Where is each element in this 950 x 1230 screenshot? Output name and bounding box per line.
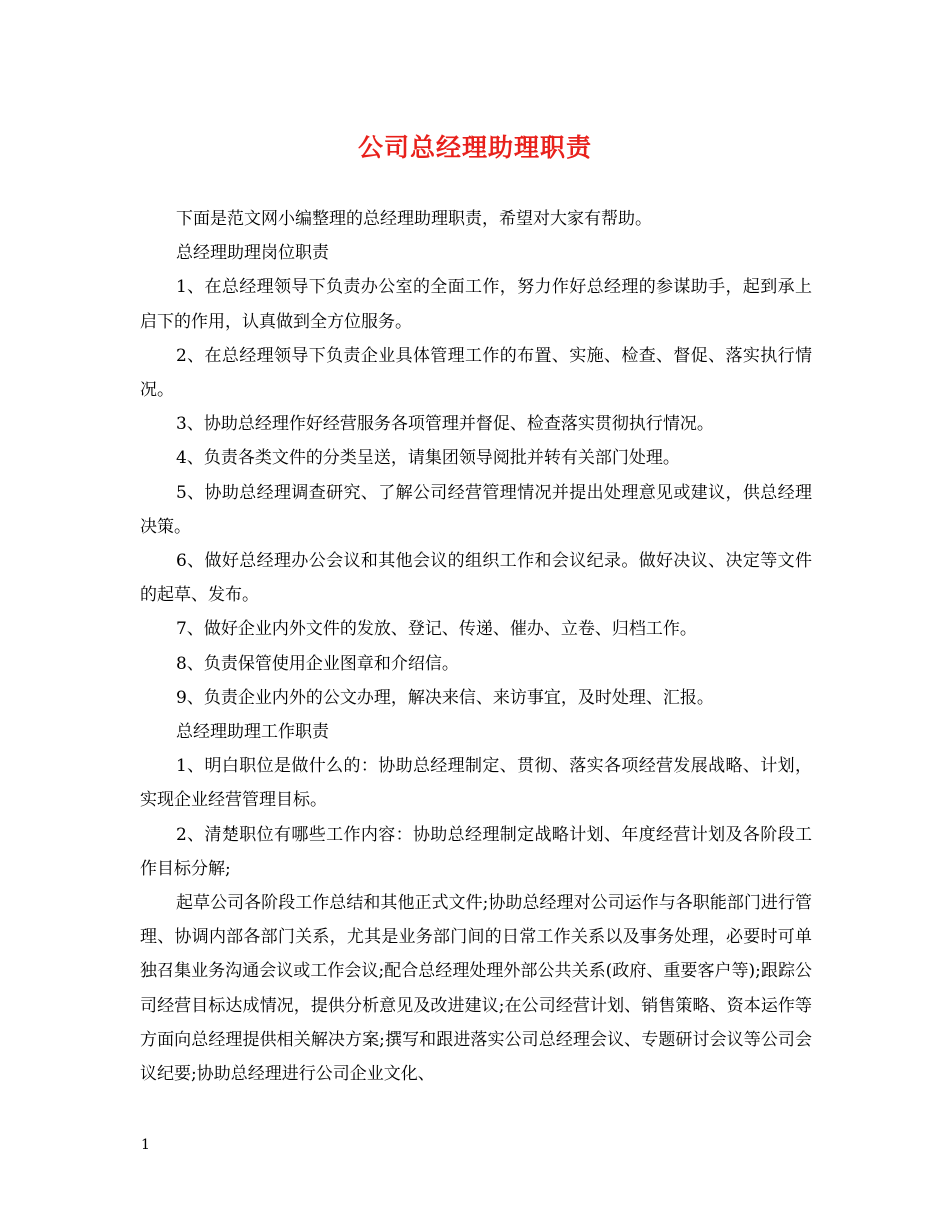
paragraph-item-5: 5、协助总经理调查研究、了解公司经营管理情况并提出处理意见或建议，供总经理决策。	[140, 482, 812, 537]
document-body	[140, 202, 812, 1091]
page-number: 1	[141, 1137, 150, 1153]
paragraph-work-details: 起草公司各阶段工作总结和其他正式文件;协助总经理对公司运作与各职能部门进行管理、协调内部各部门关系，尤其是业务部门间的日常工作关系以及事务处理，必要时可单独召集业务沟通会议或工作会议;配合总经理处理外部公共关系(政府、重要客户等);跟踪公司经营目标达成情况，提供分析意见及改进建议;在公司经营计划、销售策略、资本运作等方面向总经理提供相关解决方案;撰写和跟进落实公司总经理会议、专题研讨会议等公司会议纪要;协助总经理进行公司企业文化、	[140, 893, 812, 1085]
paragraph-item-8: 8、负责保管使用企业图章和介绍信。	[176, 653, 459, 674]
paragraph-item-4: 4、负责各类文件的分类呈送，请集团领导阅批并转有关部门处理。	[176, 448, 680, 469]
paragraph-intro: 下面是范文网小编整理的总经理助理职责，希望对大家有帮助。	[176, 209, 652, 229]
paragraph-item-7: 7、做好企业内外文件的发放、登记、传递、催办、立卷、归档工作。	[176, 619, 697, 640]
paragraph-item-3: 3、协助总经理作好经营服务各项管理并督促、检查落实贯彻执行情况。	[176, 414, 714, 435]
section-heading-post-duties: 总经理助理岗位职责	[176, 243, 329, 264]
section-heading-work-duties: 总经理助理工作职责	[176, 722, 329, 743]
document-title: 公司总经理助理职责	[357, 133, 592, 162]
paragraph-item-6: 6、做好总经理办公会议和其他会议的组织工作和会议纪录。做好决议、决定等文件的起草、发布。	[140, 551, 812, 606]
paragraph-work-2: 2、清楚职位有哪些工作内容：协助总经理制定战略计划、年度经营计划及各阶段工作目标分解;	[140, 824, 812, 879]
paragraph-item-2: 2、在总经理领导下负责企业具体管理工作的布置、实施、检查、督促、落实执行情况。	[140, 345, 812, 401]
paragraph-work-1: 1、明白职位是做什么的：协助总经理制定、贯彻、落实各项经营发展战略、计划，实现企业经营管理目标。	[140, 756, 812, 811]
paragraph-item-9: 9、负责企业内外的公文办理，解决来信、来访事宜，及时处理、汇报。	[176, 687, 714, 708]
paragraph-item-1: 1、在总经理领导下负责办公室的全面工作，努力作好总经理的参谋助手，起到承上启下的作用，认真做到全方位服务。	[140, 277, 812, 332]
